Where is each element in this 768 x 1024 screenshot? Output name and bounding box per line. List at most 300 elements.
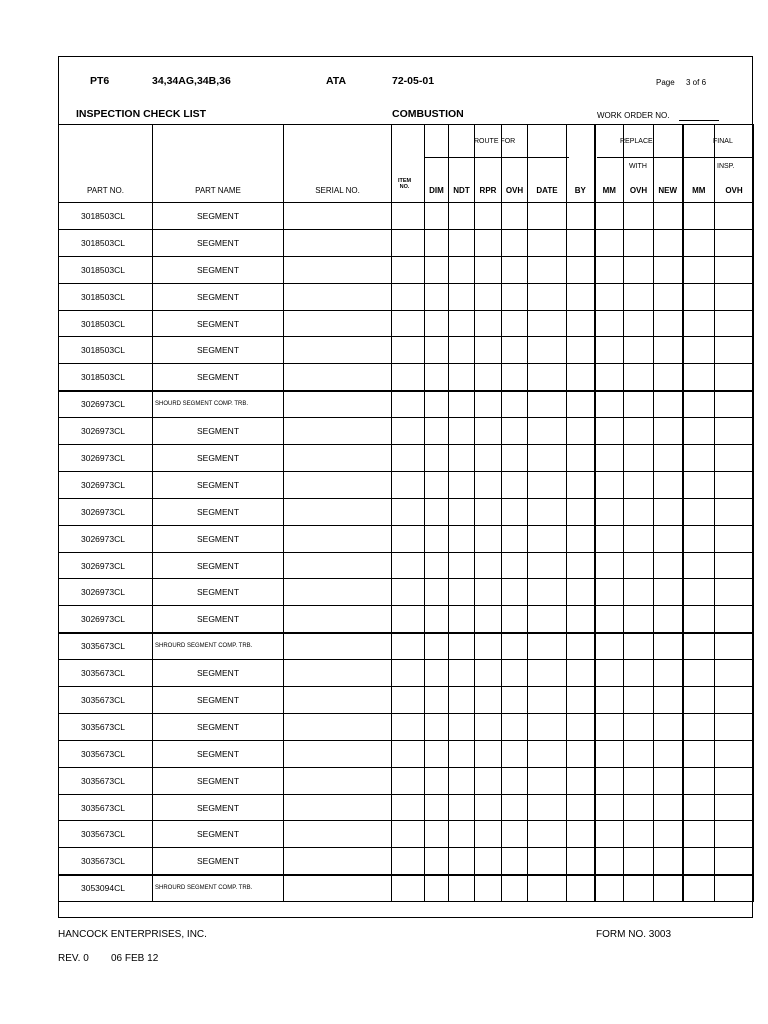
entry-cell[interactable] <box>449 848 475 875</box>
entry-cell[interactable] <box>392 821 425 848</box>
entry-cell[interactable] <box>595 767 624 794</box>
entry-cell[interactable] <box>715 418 754 445</box>
entry-cell[interactable] <box>392 579 425 606</box>
entry-cell[interactable] <box>624 687 654 714</box>
entry-cell[interactable] <box>449 203 475 230</box>
entry-cell[interactable] <box>624 418 654 445</box>
entry-cell[interactable] <box>528 606 567 633</box>
entry-cell[interactable] <box>624 740 654 767</box>
entry-cell[interactable] <box>683 740 715 767</box>
entry-cell[interactable] <box>654 337 683 364</box>
entry-cell[interactable] <box>624 633 654 660</box>
entry-cell[interactable] <box>624 660 654 687</box>
entry-cell[interactable] <box>502 633 528 660</box>
entry-cell[interactable] <box>715 552 754 579</box>
entry-cell[interactable] <box>502 606 528 633</box>
entry-cell[interactable] <box>392 660 425 687</box>
entry-cell[interactable] <box>392 848 425 875</box>
entry-cell[interactable] <box>624 310 654 337</box>
entry-cell[interactable] <box>392 471 425 498</box>
entry-cell[interactable] <box>595 660 624 687</box>
entry-cell[interactable] <box>624 337 654 364</box>
entry-cell[interactable] <box>683 498 715 525</box>
entry-cell[interactable] <box>528 283 567 310</box>
entry-cell[interactable] <box>528 471 567 498</box>
entry-cell[interactable] <box>654 418 683 445</box>
entry-cell[interactable] <box>567 310 595 337</box>
entry-cell[interactable] <box>624 821 654 848</box>
entry-cell[interactable] <box>502 525 528 552</box>
entry-cell[interactable] <box>595 552 624 579</box>
entry-cell[interactable] <box>475 794 502 821</box>
entry-cell[interactable] <box>502 310 528 337</box>
entry-cell[interactable] <box>683 713 715 740</box>
entry-cell[interactable] <box>425 633 449 660</box>
entry-cell[interactable] <box>284 471 392 498</box>
entry-cell[interactable] <box>715 203 754 230</box>
entry-cell[interactable] <box>425 445 449 472</box>
entry-cell[interactable] <box>683 579 715 606</box>
entry-cell[interactable] <box>624 229 654 256</box>
entry-cell[interactable] <box>595 471 624 498</box>
entry-cell[interactable] <box>624 445 654 472</box>
entry-cell[interactable] <box>654 848 683 875</box>
entry-cell[interactable] <box>715 633 754 660</box>
entry-cell[interactable] <box>502 283 528 310</box>
entry-cell[interactable] <box>654 606 683 633</box>
entry-cell[interactable] <box>567 391 595 418</box>
entry-cell[interactable] <box>654 821 683 848</box>
entry-cell[interactable] <box>654 767 683 794</box>
entry-cell[interactable] <box>715 337 754 364</box>
entry-cell[interactable] <box>528 525 567 552</box>
entry-cell[interactable] <box>683 364 715 391</box>
entry-cell[interactable] <box>683 848 715 875</box>
entry-cell[interactable] <box>654 445 683 472</box>
entry-cell[interactable] <box>449 821 475 848</box>
entry-cell[interactable] <box>425 418 449 445</box>
entry-cell[interactable] <box>475 606 502 633</box>
entry-cell[interactable] <box>475 875 502 902</box>
entry-cell[interactable] <box>624 498 654 525</box>
entry-cell[interactable] <box>595 445 624 472</box>
entry-cell[interactable] <box>683 794 715 821</box>
entry-cell[interactable] <box>392 337 425 364</box>
entry-cell[interactable] <box>392 364 425 391</box>
entry-cell[interactable] <box>449 471 475 498</box>
entry-cell[interactable] <box>624 256 654 283</box>
entry-cell[interactable] <box>683 471 715 498</box>
entry-cell[interactable] <box>715 687 754 714</box>
entry-cell[interactable] <box>502 660 528 687</box>
entry-cell[interactable] <box>715 498 754 525</box>
entry-cell[interactable] <box>425 660 449 687</box>
entry-cell[interactable] <box>449 552 475 579</box>
entry-cell[interactable] <box>567 418 595 445</box>
entry-cell[interactable] <box>502 229 528 256</box>
entry-cell[interactable] <box>654 794 683 821</box>
entry-cell[interactable] <box>528 767 567 794</box>
entry-cell[interactable] <box>284 821 392 848</box>
entry-cell[interactable] <box>654 633 683 660</box>
entry-cell[interactable] <box>392 256 425 283</box>
entry-cell[interactable] <box>449 687 475 714</box>
entry-cell[interactable] <box>502 445 528 472</box>
entry-cell[interactable] <box>567 767 595 794</box>
entry-cell[interactable] <box>449 633 475 660</box>
entry-cell[interactable] <box>654 391 683 418</box>
entry-cell[interactable] <box>683 606 715 633</box>
entry-cell[interactable] <box>449 740 475 767</box>
entry-cell[interactable] <box>654 203 683 230</box>
entry-cell[interactable] <box>595 364 624 391</box>
entry-cell[interactable] <box>683 203 715 230</box>
entry-cell[interactable] <box>284 445 392 472</box>
entry-cell[interactable] <box>284 391 392 418</box>
entry-cell[interactable] <box>392 740 425 767</box>
entry-cell[interactable] <box>502 391 528 418</box>
entry-cell[interactable] <box>449 525 475 552</box>
entry-cell[interactable] <box>284 418 392 445</box>
entry-cell[interactable] <box>595 633 624 660</box>
entry-cell[interactable] <box>425 229 449 256</box>
entry-cell[interactable] <box>425 740 449 767</box>
entry-cell[interactable] <box>654 256 683 283</box>
entry-cell[interactable] <box>528 498 567 525</box>
entry-cell[interactable] <box>425 364 449 391</box>
entry-cell[interactable] <box>624 364 654 391</box>
entry-cell[interactable] <box>284 283 392 310</box>
entry-cell[interactable] <box>528 552 567 579</box>
entry-cell[interactable] <box>715 310 754 337</box>
entry-cell[interactable] <box>567 740 595 767</box>
entry-cell[interactable] <box>475 687 502 714</box>
entry-cell[interactable] <box>624 713 654 740</box>
entry-cell[interactable] <box>502 875 528 902</box>
entry-cell[interactable] <box>595 875 624 902</box>
entry-cell[interactable] <box>528 418 567 445</box>
entry-cell[interactable] <box>475 552 502 579</box>
entry-cell[interactable] <box>567 606 595 633</box>
entry-cell[interactable] <box>449 229 475 256</box>
entry-cell[interactable] <box>567 229 595 256</box>
entry-cell[interactable] <box>715 471 754 498</box>
entry-cell[interactable] <box>475 525 502 552</box>
entry-cell[interactable] <box>567 875 595 902</box>
entry-cell[interactable] <box>654 660 683 687</box>
entry-cell[interactable] <box>475 660 502 687</box>
entry-cell[interactable] <box>425 391 449 418</box>
entry-cell[interactable] <box>683 310 715 337</box>
entry-cell[interactable] <box>683 687 715 714</box>
entry-cell[interactable] <box>528 660 567 687</box>
entry-cell[interactable] <box>595 525 624 552</box>
entry-cell[interactable] <box>654 498 683 525</box>
entry-cell[interactable] <box>475 579 502 606</box>
entry-cell[interactable] <box>425 794 449 821</box>
entry-cell[interactable] <box>475 445 502 472</box>
entry-cell[interactable] <box>425 848 449 875</box>
entry-cell[interactable] <box>449 794 475 821</box>
entry-cell[interactable] <box>284 203 392 230</box>
entry-cell[interactable] <box>528 391 567 418</box>
entry-cell[interactable] <box>595 687 624 714</box>
entry-cell[interactable] <box>715 713 754 740</box>
entry-cell[interactable] <box>502 713 528 740</box>
entry-cell[interactable] <box>475 633 502 660</box>
entry-cell[interactable] <box>683 821 715 848</box>
entry-cell[interactable] <box>683 391 715 418</box>
entry-cell[interactable] <box>284 552 392 579</box>
entry-cell[interactable] <box>284 364 392 391</box>
entry-cell[interactable] <box>715 256 754 283</box>
entry-cell[interactable] <box>654 471 683 498</box>
entry-cell[interactable] <box>475 364 502 391</box>
entry-cell[interactable] <box>528 229 567 256</box>
entry-cell[interactable] <box>475 203 502 230</box>
entry-cell[interactable] <box>502 579 528 606</box>
entry-cell[interactable] <box>715 229 754 256</box>
entry-cell[interactable] <box>567 633 595 660</box>
entry-cell[interactable] <box>654 229 683 256</box>
entry-cell[interactable] <box>715 848 754 875</box>
entry-cell[interactable] <box>624 391 654 418</box>
entry-cell[interactable] <box>567 498 595 525</box>
entry-cell[interactable] <box>475 310 502 337</box>
entry-cell[interactable] <box>715 364 754 391</box>
entry-cell[interactable] <box>475 498 502 525</box>
entry-cell[interactable] <box>683 525 715 552</box>
entry-cell[interactable] <box>284 579 392 606</box>
entry-cell[interactable] <box>392 794 425 821</box>
entry-cell[interactable] <box>425 875 449 902</box>
entry-cell[interactable] <box>449 337 475 364</box>
entry-cell[interactable] <box>595 229 624 256</box>
entry-cell[interactable] <box>624 471 654 498</box>
entry-cell[interactable] <box>624 525 654 552</box>
entry-cell[interactable] <box>624 875 654 902</box>
entry-cell[interactable] <box>475 229 502 256</box>
entry-cell[interactable] <box>595 203 624 230</box>
entry-cell[interactable] <box>392 310 425 337</box>
entry-cell[interactable] <box>425 471 449 498</box>
entry-cell[interactable] <box>567 525 595 552</box>
entry-cell[interactable] <box>715 445 754 472</box>
entry-cell[interactable] <box>528 713 567 740</box>
entry-cell[interactable] <box>567 283 595 310</box>
entry-cell[interactable] <box>567 203 595 230</box>
entry-cell[interactable] <box>595 606 624 633</box>
entry-cell[interactable] <box>425 767 449 794</box>
entry-cell[interactable] <box>528 633 567 660</box>
entry-cell[interactable] <box>425 579 449 606</box>
entry-cell[interactable] <box>595 418 624 445</box>
entry-cell[interactable] <box>425 606 449 633</box>
entry-cell[interactable] <box>715 579 754 606</box>
entry-cell[interactable] <box>624 579 654 606</box>
entry-cell[interactable] <box>528 821 567 848</box>
entry-cell[interactable] <box>284 794 392 821</box>
entry-cell[interactable] <box>502 364 528 391</box>
entry-cell[interactable] <box>567 713 595 740</box>
entry-cell[interactable] <box>683 552 715 579</box>
entry-cell[interactable] <box>683 445 715 472</box>
entry-cell[interactable] <box>654 687 683 714</box>
entry-cell[interactable] <box>715 606 754 633</box>
entry-cell[interactable] <box>567 660 595 687</box>
entry-cell[interactable] <box>392 229 425 256</box>
entry-cell[interactable] <box>624 283 654 310</box>
entry-cell[interactable] <box>715 821 754 848</box>
entry-cell[interactable] <box>502 848 528 875</box>
entry-cell[interactable] <box>284 498 392 525</box>
entry-cell[interactable] <box>284 713 392 740</box>
entry-cell[interactable] <box>683 283 715 310</box>
entry-cell[interactable] <box>567 445 595 472</box>
entry-cell[interactable] <box>715 283 754 310</box>
entry-cell[interactable] <box>392 525 425 552</box>
entry-cell[interactable] <box>567 687 595 714</box>
entry-cell[interactable] <box>284 740 392 767</box>
entry-cell[interactable] <box>683 660 715 687</box>
entry-cell[interactable] <box>284 687 392 714</box>
entry-cell[interactable] <box>425 552 449 579</box>
entry-cell[interactable] <box>683 633 715 660</box>
entry-cell[interactable] <box>654 525 683 552</box>
entry-cell[interactable] <box>425 498 449 525</box>
entry-cell[interactable] <box>715 740 754 767</box>
entry-cell[interactable] <box>502 687 528 714</box>
entry-cell[interactable] <box>683 418 715 445</box>
entry-cell[interactable] <box>528 364 567 391</box>
entry-cell[interactable] <box>449 256 475 283</box>
entry-cell[interactable] <box>425 283 449 310</box>
entry-cell[interactable] <box>595 740 624 767</box>
entry-cell[interactable] <box>715 660 754 687</box>
entry-cell[interactable] <box>449 660 475 687</box>
entry-cell[interactable] <box>449 875 475 902</box>
entry-cell[interactable] <box>425 821 449 848</box>
entry-cell[interactable] <box>502 767 528 794</box>
entry-cell[interactable] <box>595 498 624 525</box>
entry-cell[interactable] <box>392 498 425 525</box>
entry-cell[interactable] <box>425 713 449 740</box>
entry-cell[interactable] <box>715 794 754 821</box>
entry-cell[interactable] <box>475 471 502 498</box>
entry-cell[interactable] <box>449 606 475 633</box>
entry-cell[interactable] <box>624 203 654 230</box>
entry-cell[interactable] <box>528 794 567 821</box>
entry-cell[interactable] <box>528 848 567 875</box>
entry-cell[interactable] <box>528 579 567 606</box>
entry-cell[interactable] <box>654 552 683 579</box>
entry-cell[interactable] <box>715 875 754 902</box>
entry-cell[interactable] <box>392 391 425 418</box>
entry-cell[interactable] <box>284 337 392 364</box>
entry-cell[interactable] <box>449 767 475 794</box>
entry-cell[interactable] <box>392 687 425 714</box>
entry-cell[interactable] <box>595 391 624 418</box>
entry-cell[interactable] <box>502 821 528 848</box>
entry-cell[interactable] <box>425 525 449 552</box>
entry-cell[interactable] <box>284 875 392 902</box>
entry-cell[interactable] <box>392 552 425 579</box>
entry-cell[interactable] <box>475 848 502 875</box>
entry-cell[interactable] <box>284 660 392 687</box>
entry-cell[interactable] <box>475 713 502 740</box>
entry-cell[interactable] <box>624 794 654 821</box>
entry-cell[interactable] <box>284 633 392 660</box>
entry-cell[interactable] <box>284 525 392 552</box>
entry-cell[interactable] <box>502 418 528 445</box>
entry-cell[interactable] <box>475 283 502 310</box>
entry-cell[interactable] <box>392 283 425 310</box>
entry-cell[interactable] <box>475 337 502 364</box>
entry-cell[interactable] <box>683 229 715 256</box>
entry-cell[interactable] <box>449 283 475 310</box>
entry-cell[interactable] <box>715 525 754 552</box>
entry-cell[interactable] <box>528 203 567 230</box>
entry-cell[interactable] <box>449 418 475 445</box>
entry-cell[interactable] <box>654 364 683 391</box>
entry-cell[interactable] <box>449 391 475 418</box>
work-order-field[interactable] <box>679 120 719 121</box>
entry-cell[interactable] <box>528 875 567 902</box>
entry-cell[interactable] <box>595 848 624 875</box>
entry-cell[interactable] <box>654 713 683 740</box>
entry-cell[interactable] <box>475 821 502 848</box>
entry-cell[interactable] <box>683 256 715 283</box>
entry-cell[interactable] <box>392 875 425 902</box>
entry-cell[interactable] <box>683 875 715 902</box>
entry-cell[interactable] <box>654 310 683 337</box>
entry-cell[interactable] <box>502 337 528 364</box>
entry-cell[interactable] <box>595 794 624 821</box>
entry-cell[interactable] <box>567 364 595 391</box>
entry-cell[interactable] <box>595 256 624 283</box>
entry-cell[interactable] <box>595 337 624 364</box>
entry-cell[interactable] <box>284 256 392 283</box>
entry-cell[interactable] <box>449 498 475 525</box>
entry-cell[interactable] <box>449 364 475 391</box>
entry-cell[interactable] <box>392 767 425 794</box>
entry-cell[interactable] <box>567 256 595 283</box>
entry-cell[interactable] <box>502 794 528 821</box>
entry-cell[interactable] <box>425 256 449 283</box>
entry-cell[interactable] <box>595 283 624 310</box>
entry-cell[interactable] <box>683 767 715 794</box>
entry-cell[interactable] <box>595 310 624 337</box>
entry-cell[interactable] <box>715 391 754 418</box>
entry-cell[interactable] <box>715 767 754 794</box>
entry-cell[interactable] <box>475 767 502 794</box>
entry-cell[interactable] <box>528 337 567 364</box>
entry-cell[interactable] <box>449 579 475 606</box>
entry-cell[interactable] <box>683 337 715 364</box>
entry-cell[interactable] <box>528 445 567 472</box>
entry-cell[interactable] <box>567 794 595 821</box>
entry-cell[interactable] <box>284 767 392 794</box>
entry-cell[interactable] <box>425 310 449 337</box>
entry-cell[interactable] <box>392 606 425 633</box>
entry-cell[interactable] <box>502 498 528 525</box>
entry-cell[interactable] <box>624 848 654 875</box>
entry-cell[interactable] <box>425 203 449 230</box>
entry-cell[interactable] <box>528 687 567 714</box>
entry-cell[interactable] <box>624 606 654 633</box>
entry-cell[interactable] <box>528 740 567 767</box>
entry-cell[interactable] <box>392 418 425 445</box>
